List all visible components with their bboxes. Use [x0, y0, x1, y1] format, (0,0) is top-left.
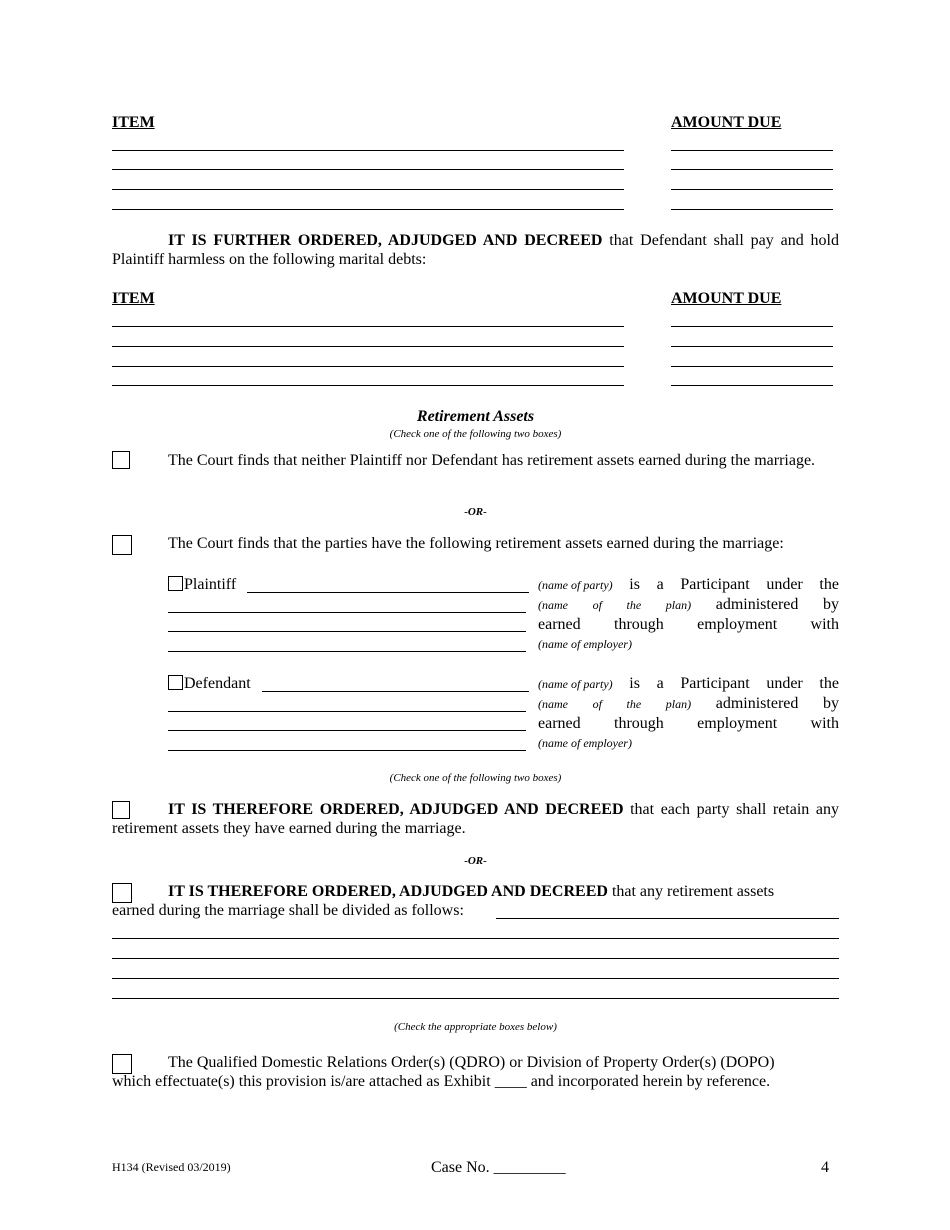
word: by: [822, 596, 839, 613]
amount-line[interactable]: [671, 326, 833, 327]
further-order-text: that Defendant shall pay and hold Plaintiff harmless on the following marital debts:: [112, 232, 839, 268]
word: the: [626, 697, 642, 711]
plaintiff-label: Plaintiff: [184, 576, 237, 593]
check-one-note-2: (Check one of the following two boxes): [389, 772, 562, 784]
divided-text-2: earned during the marriage shall be divided as follows:: [112, 902, 464, 919]
word: Participant: [680, 675, 750, 692]
item-line[interactable]: [112, 366, 624, 367]
word: administered: [715, 596, 799, 613]
amount-due-header-1: AMOUNT DUE: [671, 114, 782, 131]
word: earned: [538, 616, 581, 633]
page-number: 4: [821, 1159, 829, 1176]
have-retirement-checkbox[interactable]: [112, 535, 132, 555]
word: (name: [538, 697, 568, 711]
retain-paragraph: [112, 800, 839, 838]
plaintiff-checkbox[interactable]: [168, 576, 183, 591]
word: with: [810, 616, 839, 633]
word: of: [592, 598, 602, 612]
word: (name: [538, 598, 568, 612]
administrator-line[interactable]: [168, 730, 526, 731]
plan-line[interactable]: [168, 711, 526, 712]
word: earned: [538, 715, 581, 732]
case-number: Case No. _________: [431, 1159, 566, 1176]
item-line[interactable]: [112, 346, 624, 347]
form-id: H134 (Revised 03/2019): [112, 1160, 231, 1174]
word: employment: [697, 715, 778, 732]
no-retirement-paragraph: [112, 451, 839, 470]
plaintiff-name-line[interactable]: [247, 592, 529, 593]
further-order-paragraph: [112, 231, 839, 269]
defendant-name-line[interactable]: [262, 691, 529, 692]
item-line[interactable]: [112, 189, 624, 190]
therefore-bold: IT IS THEREFORE ORDERED, ADJUDGED AND DECREED: [168, 801, 624, 818]
check-appropriate-note: (Check the appropriate boxes below): [394, 1021, 557, 1033]
name-of-employer-note: (name of employer): [538, 736, 632, 750]
employer-line[interactable]: [168, 750, 526, 751]
item-line[interactable]: [112, 326, 624, 327]
defendant-description: [538, 674, 839, 752]
item-line[interactable]: [112, 209, 624, 210]
word: plan): [665, 598, 692, 612]
word: administered: [715, 695, 799, 712]
item-header-1: ITEM: [112, 114, 155, 131]
word: by: [822, 695, 839, 712]
or-separator: -OR-: [464, 506, 487, 518]
amount-line[interactable]: [671, 150, 833, 151]
name-of-party-note: (name of party): [538, 677, 613, 691]
name-of-party-note: (name of party): [538, 578, 613, 592]
word: with: [810, 715, 839, 732]
word: a: [656, 576, 664, 593]
qdro-text-2: which effectuate(s) this provision is/are attached as Exhibit ____ and incorporated herein by reference.: [112, 1073, 771, 1090]
word: employment: [697, 616, 778, 633]
further-order-bold: IT IS FURTHER ORDERED, ADJUDGED AND DECREED: [168, 232, 603, 249]
division-line[interactable]: [112, 998, 839, 999]
division-line[interactable]: [496, 918, 839, 919]
amount-line[interactable]: [671, 209, 833, 210]
have-retirement-text: The Court finds that the parties have the following retirement assets earned during the marriage:: [168, 535, 784, 552]
word: plan): [665, 697, 692, 711]
division-line[interactable]: [112, 958, 839, 959]
word: is: [629, 675, 640, 692]
amount-line[interactable]: [671, 189, 833, 190]
therefore-bold: IT IS THEREFORE ORDERED, ADJUDGED AND DECREED: [168, 883, 608, 900]
defendant-label: Defendant: [184, 675, 251, 692]
amount-line[interactable]: [671, 346, 833, 347]
word: under: [766, 675, 803, 692]
word: the: [819, 675, 839, 692]
plan-line[interactable]: [168, 612, 526, 613]
word: is: [629, 576, 640, 593]
divided-paragraph-line1: [112, 882, 839, 901]
name-of-employer-note: (name of employer): [538, 637, 632, 651]
no-retirement-text: The Court finds that neither Plaintiff nor Defendant has retirement assets earned during the marriage.: [168, 452, 816, 469]
word: through: [614, 715, 664, 732]
word: through: [614, 616, 664, 633]
retain-text: that each party shall retain any retirement assets they have earned during the marriage.: [112, 801, 840, 837]
check-one-note: (Check one of the following two boxes): [389, 428, 562, 440]
item-header-2: ITEM: [112, 290, 155, 307]
amount-due-header-2: AMOUNT DUE: [671, 290, 782, 307]
item-line[interactable]: [112, 150, 624, 151]
word: a: [656, 675, 664, 692]
divided-text-1: that any retirement assets: [607, 883, 775, 900]
employer-line[interactable]: [168, 651, 526, 652]
qdro-text-1: The Qualified Domestic Relations Order(s) (QDRO) or Division of Property Order(s) (DOPO): [168, 1054, 775, 1071]
amount-line[interactable]: [671, 366, 833, 367]
division-line[interactable]: [112, 978, 839, 979]
qdro-checkbox[interactable]: [112, 1054, 132, 1074]
administrator-line[interactable]: [168, 631, 526, 632]
division-line[interactable]: [112, 938, 839, 939]
word: Participant: [680, 576, 750, 593]
amount-line[interactable]: [671, 385, 833, 386]
word: under: [766, 576, 803, 593]
amount-line[interactable]: [671, 169, 833, 170]
item-line[interactable]: [112, 169, 624, 170]
word: the: [626, 598, 642, 612]
retirement-assets-title: Retirement Assets: [416, 408, 535, 425]
item-line[interactable]: [112, 385, 624, 386]
word: of: [592, 697, 602, 711]
word: the: [819, 576, 839, 593]
plaintiff-description: [538, 575, 839, 653]
defendant-checkbox[interactable]: [168, 675, 183, 690]
or-separator-2: -OR-: [464, 855, 487, 867]
